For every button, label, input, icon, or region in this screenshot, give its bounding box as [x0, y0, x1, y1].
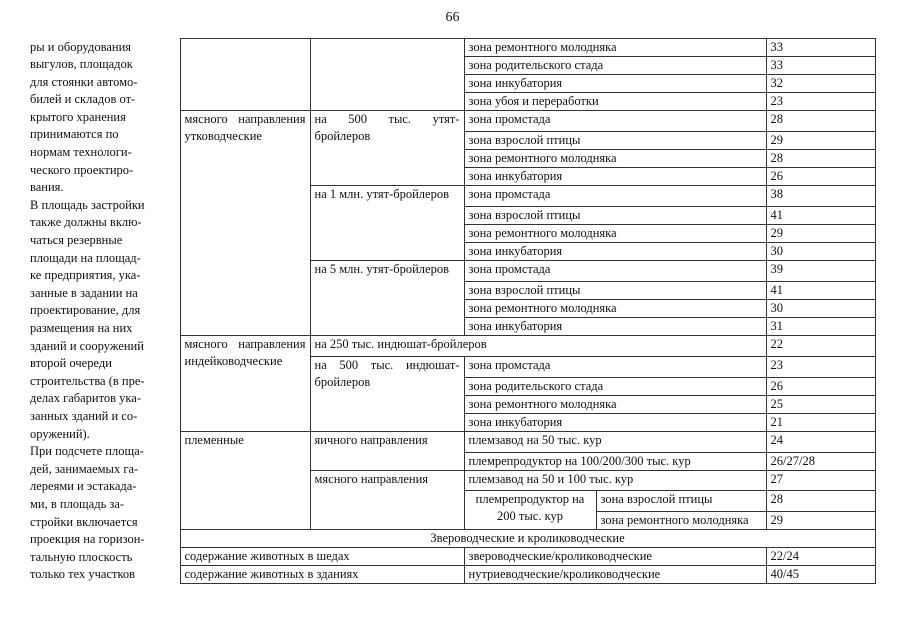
zone-cell: зона инкубатория	[464, 167, 766, 185]
value-cell: 27	[766, 470, 875, 491]
side-line: выгулов, площадок	[30, 57, 133, 72]
side-line: проекция на горизон-	[30, 532, 145, 547]
value-cell: 23	[766, 93, 875, 111]
value-cell: 28	[766, 111, 875, 132]
value-cell: 41	[766, 206, 875, 224]
side-line: принимаются по	[30, 127, 119, 142]
value-cell: 29	[766, 512, 875, 530]
zone-cell: зона промстада	[464, 356, 766, 377]
zone-cell: зона взрослой птицы	[464, 206, 766, 224]
size-cell: на 1 млн. утят-бройлеров	[310, 185, 464, 260]
type-cell: нутриеводческие/кролиководческие	[464, 566, 766, 584]
farm-cell: племрепродуктор на 200 тыс. кур	[464, 491, 596, 530]
blank-cell	[180, 39, 310, 111]
size-cell: на 500 тыс. утят-бройлеров	[310, 111, 464, 186]
zone-cell: зона убоя и переработки	[464, 93, 766, 111]
size-cell: на 5 млн. утят-бройлеров	[310, 260, 464, 335]
value-cell: 28	[766, 491, 875, 512]
zone-cell: зона взрослой птицы	[596, 491, 766, 512]
side-line: вания.	[30, 180, 64, 195]
side-line: зданий и сооружений	[30, 338, 144, 353]
zone-cell: зона инкубатория	[464, 75, 766, 93]
value-cell: 26	[766, 167, 875, 185]
value-cell: 33	[766, 39, 875, 57]
side-line: занные в задании на	[30, 285, 138, 300]
norms-table	[30, 38, 876, 584]
size-cell: на 250 тыс. индюшат-бройлеров	[310, 335, 766, 356]
value-cell: 24	[766, 431, 875, 452]
side-line: проектирование, для	[30, 303, 141, 318]
zone-cell: зона родительского стада	[464, 57, 766, 75]
value-cell: 41	[766, 281, 875, 299]
value-cell: 31	[766, 317, 875, 335]
value-cell: 39	[766, 260, 875, 281]
keeping-cell: содержание животных в шедах	[180, 548, 464, 566]
value-cell: 22/24	[766, 548, 875, 566]
blank-cell	[310, 39, 464, 111]
side-line: ке предприятия, ука-	[30, 268, 141, 283]
side-line: дей, занимаемых га-	[30, 461, 139, 476]
value-cell: 40/45	[766, 566, 875, 584]
category-cell: племенные	[180, 431, 310, 530]
side-line: только тех участков	[30, 567, 136, 582]
zone-cell: зона взрослой птицы	[464, 281, 766, 299]
keeping-cell: содержание животных в зданиях	[180, 566, 464, 584]
zone-cell: зона ремонтного молодняка	[596, 512, 766, 530]
side-line: второй очереди	[30, 356, 112, 371]
zone-cell: зона родительского стада	[464, 377, 766, 395]
side-line: билей и складов от-	[30, 92, 136, 107]
side-line: делах габаритов ука-	[30, 391, 142, 406]
side-line: тальную плоскость	[30, 549, 133, 564]
value-cell: 26	[766, 377, 875, 395]
side-line: нормам технологи-	[30, 145, 132, 160]
value-cell: 30	[766, 242, 875, 260]
side-line: ры и оборудования	[30, 39, 132, 54]
side-line: ми, в площадь за-	[30, 496, 125, 511]
side-line: чаться резервные	[30, 233, 123, 248]
value-cell: 23	[766, 356, 875, 377]
value-cell: 38	[766, 185, 875, 206]
direction-cell: мясного направления	[310, 470, 464, 530]
zone-cell: зона промстада	[464, 111, 766, 132]
zone-cell: зона ремонтного молодняка	[464, 224, 766, 242]
value-cell: 29	[766, 131, 875, 149]
type-cell: звероводческие/кролиководческие	[464, 548, 766, 566]
value-cell: 22	[766, 335, 875, 356]
value-cell: 21	[766, 413, 875, 431]
side-text	[30, 39, 180, 584]
value-cell: 30	[766, 299, 875, 317]
value-cell: 26/27/28	[766, 452, 875, 470]
page-number: 66	[445, 10, 460, 25]
side-line: стройки включается	[30, 514, 138, 529]
section-header: Звероводческие и кролиководческие	[180, 530, 875, 548]
side-line: для стоянки автомо-	[30, 74, 138, 89]
zone-cell: зона промстада	[464, 260, 766, 281]
zone-cell: зона промстада	[464, 185, 766, 206]
side-line: В площадь застройки	[30, 197, 145, 212]
side-line: оружений).	[30, 426, 90, 441]
side-line: ческого проектиро-	[30, 162, 134, 177]
value-cell: 29	[766, 224, 875, 242]
side-line: размещения на них	[30, 321, 133, 335]
value-cell: 28	[766, 149, 875, 167]
zone-cell: зона инкубатория	[464, 413, 766, 431]
category-cell: мясного направления утководческие	[180, 111, 310, 336]
category-cell: мясного направления индейководческие	[180, 335, 310, 431]
farm-cell: племрепродуктор на 100/200/300 тыс. кур	[464, 452, 766, 470]
zone-cell: зона ремонтного молодняка	[464, 299, 766, 317]
direction-cell: яичного направления	[310, 431, 464, 470]
farm-cell: племзавод на 50 и 100 тыс. кур	[464, 470, 766, 491]
size-cell: на 500 тыс. индюшат-бройлеров	[310, 356, 464, 431]
zone-cell: зона инкубатория	[464, 242, 766, 260]
side-line: крытого хранения	[30, 109, 126, 124]
side-line: лереями и эстакада-	[30, 479, 137, 494]
zone-cell: зона ремонтного молодняка	[464, 149, 766, 167]
side-line: также должны вклю-	[30, 215, 142, 230]
zone-cell: зона ремонтного молодняка	[464, 395, 766, 413]
value-cell: 33	[766, 57, 875, 75]
table-row	[30, 39, 875, 57]
side-line: площади на площад-	[30, 250, 141, 265]
value-cell: 32	[766, 75, 875, 93]
value-cell: 25	[766, 395, 875, 413]
side-line: При подсчете площа-	[30, 444, 144, 459]
side-line: занных зданий и со-	[30, 408, 138, 423]
side-line: строительства (в пре-	[30, 373, 145, 388]
zone-cell: зона взрослой птицы	[464, 131, 766, 149]
zone-cell: зона ремонтного молодняка	[464, 39, 766, 57]
zone-cell: зона инкубатория	[464, 317, 766, 335]
farm-cell: племзавод на 50 тыс. кур	[464, 431, 766, 452]
